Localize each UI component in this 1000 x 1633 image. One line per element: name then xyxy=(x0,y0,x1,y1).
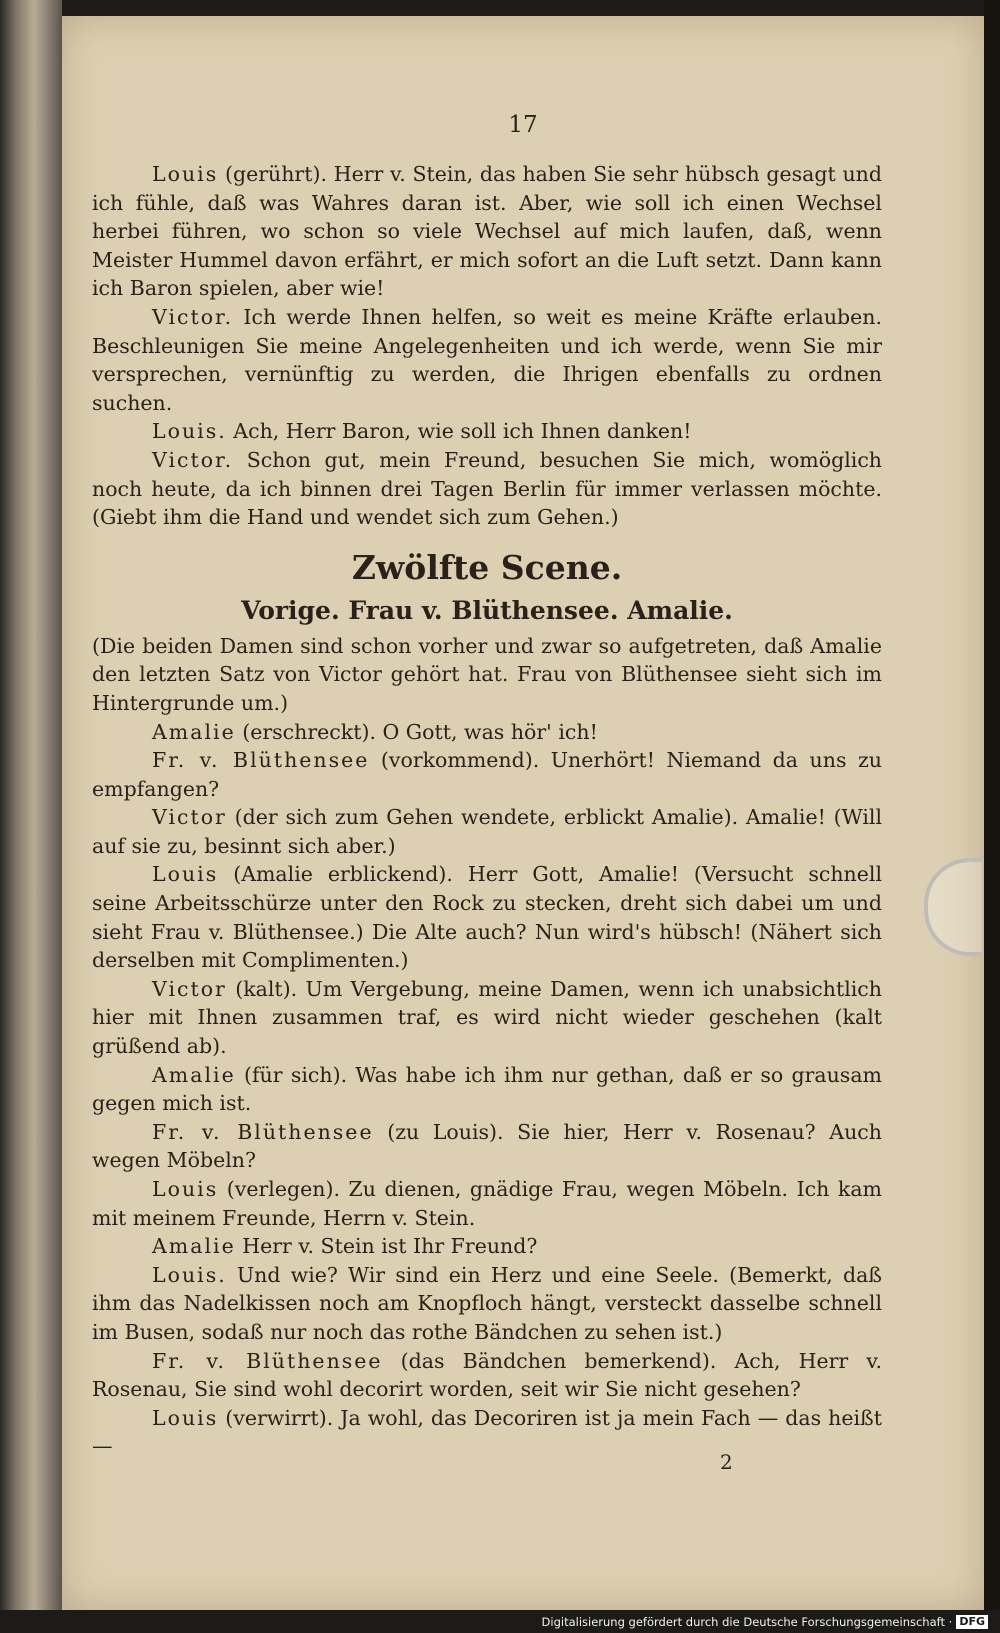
dialogue-line xyxy=(92,718,882,747)
line-text: Ich werde Ihnen helfen, so weit es meine Kräfte erlauben. Beschleunigen Sie meine Angelegenheiten und ich werde, wenn Sie mir versprechen, vernünftig zu werden, die Ihrigen ebenfalls zu ordnen suchen. xyxy=(92,304,882,415)
speaker: Louis. xyxy=(152,1262,227,1287)
dialogue-line xyxy=(92,417,882,446)
page-number: 17 xyxy=(508,112,538,138)
line-text: Herr v. Stein ist Ihr Freund? xyxy=(235,1234,538,1259)
dialogue-line xyxy=(92,1404,882,1461)
dialogue-line xyxy=(92,860,882,974)
line-text: (vorkommend). Unerhört! Niemand da uns zu empfangen? xyxy=(92,748,882,801)
speaker: Louis. xyxy=(152,419,227,444)
line-text: (zu Louis). Sie hier, Herr v. Rosenau? Auch wegen Möbeln? xyxy=(92,1119,882,1173)
line-text: (das Bändchen bemerkend). Ach, Herr v. Rosenau, Sie sind wohl decorirt worden, seit wir Sie nicht gesehen? xyxy=(92,1348,883,1402)
dialogue-line xyxy=(92,803,882,860)
speaker: Amalie xyxy=(152,719,236,744)
page-text xyxy=(92,160,882,1461)
dialogue-line xyxy=(92,975,882,1061)
book-binding xyxy=(0,0,62,1610)
speaker: Fr. v. Blüthensee xyxy=(152,748,370,773)
page-edge xyxy=(984,0,1000,1610)
dialogue-line xyxy=(92,446,882,532)
dialogue-line xyxy=(92,1347,882,1404)
line-text: (für sich). Was habe ich ihm nur gethan, daß er so grausam gegen mich ist. xyxy=(92,1062,882,1116)
speaker: Fr. v. Blüthensee xyxy=(152,1348,383,1373)
dialogue-line xyxy=(92,1061,882,1118)
speaker: Victor. xyxy=(152,304,234,329)
line-text: (gerührt). Herr v. Stein, das haben Sie sehr hübsch gesagt und ich fühle, daß was Wahres daran ist. Aber, wie soll ich einen Wechsel herbei führen, wo schon so viele Wechsel auf mich laufen, daß, wenn Meister Hummel davon erfährt, er mich sofort an die Luft setzt. Dann kann ich Baron spielen, aber wie! xyxy=(92,162,882,301)
dialogue-line xyxy=(92,746,882,803)
stage-direction: (Die beiden Damen sind schon vorher und zwar so aufgetreten, daß Amalie den letzten Satz von Victor gehört hat. Frau von Blüthensee sieht sich im Hintergrunde um.) xyxy=(92,633,882,715)
digitization-footer xyxy=(542,1613,988,1631)
speaker: Louis xyxy=(152,1177,219,1201)
speaker: Louis xyxy=(152,162,219,186)
dialogue-line xyxy=(92,1118,882,1175)
line-text: (Amalie erblickend). Herr Gott, Amalie! (Versucht schnell seine Arbeitsschürze unter den Rock zu stecken, dreht sich dabei um und sieht Frau v. Blüthensee.) Die Alte auch? Nun wird's hübsch! (Nähert sich derselben mit Complimenten.) xyxy=(92,862,882,973)
line-text: (der sich zum Gehen wendete, erblickt Amalie). Amalie! (Will auf sie zu, besinnt sich aber.) xyxy=(92,805,882,858)
line-text: (kalt). Um Vergebung, meine Damen, wenn ich unabsichtlich hier mit Ihnen zusammen traf, es wird nicht wieder geschehen (kalt grüßend ab). xyxy=(92,976,882,1059)
speaker: Amalie xyxy=(152,1234,236,1259)
speaker: Victor xyxy=(152,976,227,1001)
line-text: (verwirrt). Ja wohl, das Decoriren ist ja mein Fach — das heißt — xyxy=(92,1405,882,1459)
line-text: Ach, Herr Baron, wie soll ich Ihnen danken! xyxy=(226,419,692,444)
speaker: Victor xyxy=(152,805,227,830)
speaker: Amalie xyxy=(152,1062,236,1087)
line-text: Schon gut, mein Freund, besuchen Sie mich, womöglich noch heute, da ich binnen drei Tagen Berlin für immer verlassen möchte. (Giebt ihm die Hand und wendet sich zum Gehen.) xyxy=(92,447,882,530)
dialogue-line xyxy=(92,1175,882,1232)
line-text: (verlegen). Zu dienen, gnädige Frau, wegen Möbeln. Ich kam mit meinem Freunde, Herrn v. Stein. xyxy=(92,1177,882,1230)
signature-mark: 2 xyxy=(720,1450,733,1474)
footer-text: Digitalisierung gefördert durch die Deutsche Forschungsgemeinschaft · xyxy=(541,1615,953,1629)
line-text: Und wie? Wir sind ein Herz und eine Seele. (Bemerkt, daß ihm das Nadelkissen noch am Knopfloch hängt, versteckt dasselbe schnell im Busen, sodaß nur noch das rothe Bändchen zu sehen ist.) xyxy=(92,1262,882,1344)
scene-characters: Vorige. Frau v. Blüthensee. Amalie. xyxy=(241,595,733,625)
dialogue-after xyxy=(92,718,882,1461)
speaker: Louis xyxy=(152,862,219,887)
dialogue-line xyxy=(92,1261,882,1347)
dialogue-before xyxy=(92,160,882,532)
dfg-logo: DFG xyxy=(956,1615,988,1629)
dialogue-line xyxy=(92,303,882,417)
speaker: Victor. xyxy=(152,447,234,472)
dialogue-line xyxy=(92,1232,882,1261)
dialogue-line xyxy=(92,160,882,303)
speaker: Louis xyxy=(152,1405,219,1430)
line-text: (erschreckt). O Gott, was hör' ich! xyxy=(235,719,598,744)
speaker: Fr. v. Blüthensee xyxy=(152,1119,374,1144)
scene-title: Zwölfte Scene. xyxy=(351,547,623,587)
